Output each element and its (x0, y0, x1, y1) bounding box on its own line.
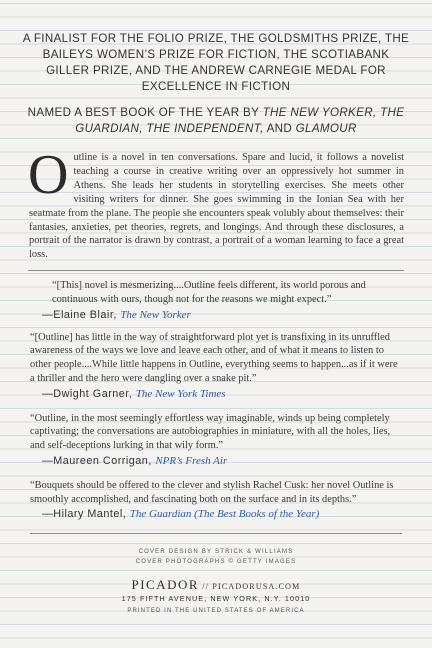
review-author: —Hilary Mantel, (42, 508, 127, 521)
accolades-block (22, 0, 410, 137)
best-book-pub-2: THE GUARDIAN, THE INDEPENDENT, (75, 106, 405, 135)
publisher-name: PICADOR (131, 577, 200, 593)
drop-cap: O (28, 144, 69, 206)
publisher-website: // PICADORUSA.COM (199, 582, 301, 592)
review-publication: The Guardian (129, 508, 192, 521)
review-new-yorker (30, 279, 402, 322)
review-author: —Elaine Blair, (42, 308, 117, 321)
review-publication: NPR’s Fresh Air (155, 455, 228, 468)
review-publication-extra: (The Best Books of the Year) (191, 508, 320, 521)
review-author: —Maureen Corrigan, (42, 455, 152, 468)
finalist-line: A FINALIST FOR THE FOLIO PRIZE, THE GOLDSMITHS PRIZE, THE BAILEYS WOMEN’S PRIZE FOR FICTION, THE SCOTIABANK GILLER PRIZE, AND THE ANDREW CARNEGIE MEDAL FOR EXCELLENCE IN FICTION (22, 32, 410, 93)
best-book-prefix: NAMED A BEST BOOK OF THE YEAR BY (27, 106, 263, 119)
review-attribution (42, 309, 402, 323)
cover-photo-credit: COVER PHOTOGRAPHS © GETTY IMAGES (135, 559, 297, 566)
best-book-pub-3: GLAMOUR (295, 122, 357, 135)
review-publication: The New Yorker (120, 308, 191, 321)
cover-credits (0, 547, 432, 567)
review-attribution (42, 388, 402, 402)
review-text: “Bouquets should be offered to the clever and stylish Rachel Cusk: her novel Outline is smoothly accomplished, and fascinating both on the surface and in its depths.” (30, 479, 394, 505)
best-book-and: AND (263, 122, 296, 135)
review-author: —Dwight Garner, (42, 387, 133, 400)
printed-in: PRINTED IN THE UNITED STATES OF AMERICA (127, 608, 305, 615)
divider-bottom (30, 533, 402, 534)
book-description (28, 144, 404, 262)
review-npr (30, 412, 402, 469)
publisher-block (0, 579, 432, 617)
review-guardian (30, 479, 402, 522)
review-nyt (30, 331, 402, 402)
description-text: utline is a novel in ten conversations. Spare and lucid, it follows a novelist teaching a course in creative writing over an oppressively hot summer in Athens. She leads her students in storytelling exercises. She meets other visiting writers for dinner. She goes swimming in the Ionian Sea with her seatmate from the plane. The people she encounters speak volubly about themselves: their fantasies, anxieties, pet theories, regrets, and longings. And through these disclosures, a portrait of the narrator is drawn by contrast, a portrait of a woman learning to face a great loss. (29, 152, 404, 261)
best-book-line (22, 105, 410, 137)
review-attribution (42, 508, 402, 522)
best-book-pub-1: THE NEW YORKER, (262, 106, 377, 119)
review-text: “Outline, in the most seemingly effortless way imaginable, winds up being completely captivating; the conversations are autobiographies in miniature, with all the holes, lies, and self-deceptions lurking in that wily form.” (30, 412, 391, 452)
review-text: “[This] novel is mesmerizing....Outline feels different, its world porous and continuous with ours, though not for the reasons we might expect.” (52, 280, 366, 306)
publisher-address: 175 FIFTH AVENUE, NEW YORK, N.Y. 10010 (121, 594, 311, 604)
review-publication: The New York Times (135, 387, 226, 400)
review-text: “[Outline] has little in the way of straightforward plot yet is transfixing in its unruffled awareness of the ways we love and leave each other, and of what it means to listen to other people....While little happens in Outline, everything seems to happen...as if it were a thriller and the hero were dangling over a snake pit.” (30, 331, 398, 385)
cover-design-credit: COVER DESIGN BY STRICK & WILLIAMS (138, 549, 294, 556)
divider-top (28, 270, 404, 271)
review-attribution (42, 455, 402, 469)
publisher-line (0, 579, 432, 593)
